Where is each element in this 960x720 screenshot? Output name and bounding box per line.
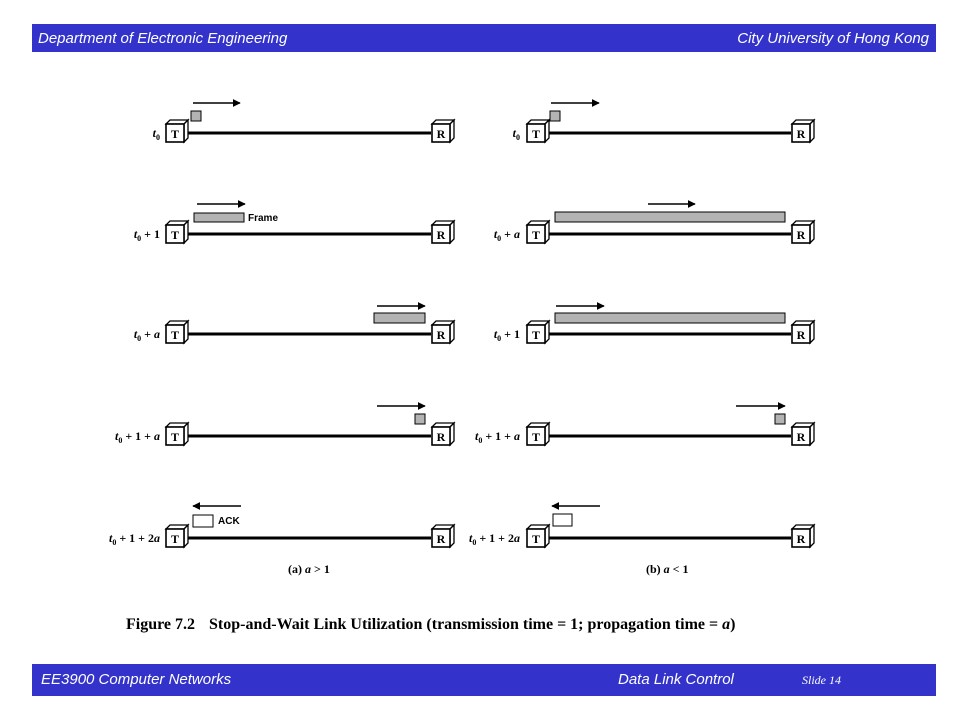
panel-a-row-5-transmitter-node: [166, 525, 188, 547]
panel-a-row-3-time-label: $t_0 + a$: [133, 327, 160, 343]
ack-label: ACK: [218, 516, 240, 527]
frame-label: Frame: [248, 213, 279, 224]
panel-a-row-1-frame-box: [191, 111, 201, 121]
panel-b-row-1-transmitter-node-label: T: [531, 127, 541, 141]
department-name: Department of Electronic Engineering: [38, 30, 288, 47]
university-name: City University of Hong Kong: [737, 30, 929, 47]
panel-a-row-2-receiver-node-label: R: [436, 228, 446, 242]
panel-a-row-5-receiver-node-label: R: [436, 532, 446, 546]
panel-a-row-2-receiver-node: [432, 221, 454, 243]
panel-b-row-5-receiver-node-label: R: [796, 532, 806, 546]
panel-a-row-4-frame-box: [415, 414, 425, 424]
panel-b-row-4-receiver-node-label: R: [796, 430, 806, 444]
panel-b-row-1-time-label: $t_0$: [512, 126, 520, 142]
panel-b-row-5-transmitter-node: [527, 525, 549, 547]
footer-bar: [32, 664, 936, 696]
figure-caption: Figure 7.2 Stop-and-Wait Link Utilization (transmission time = 1; propagation time = a): [126, 616, 736, 633]
panel-b-row-3-time-label: $t_0 + 1$: [493, 327, 520, 343]
panel-b-row-3-frame-box: [555, 313, 785, 323]
panel-b-row-5-time-label: $t_0 + 1 + 2a$: [468, 531, 520, 547]
panel-b-row-3-receiver-node-label: R: [796, 328, 806, 342]
panel-a-row-4-time-label: $t_0 + 1 + a$: [114, 429, 160, 445]
panel-b-row-3-transmitter-node-label: T: [531, 328, 541, 342]
panel-b-row-5-ack-box: [553, 514, 572, 526]
panel-b-row-2-receiver-node: [792, 221, 814, 243]
panel-b-row-4-receiver-node: [792, 423, 814, 445]
panel-a-label: (a) a > 1: [288, 562, 330, 576]
panel-b-row-4-transmitter-node-label: T: [531, 430, 541, 444]
panel-b-label: (b) a < 1: [646, 562, 689, 576]
panel-a-row-4-receiver-node: [432, 423, 454, 445]
panel-b-row-2-transmitter-node-label: T: [531, 228, 541, 242]
panel-a-row-3-receiver-node-label: R: [436, 328, 446, 342]
panel-b-row-2-time-label: $t_0 + a$: [493, 227, 520, 243]
panel-a-row-3-frame-box: [374, 313, 425, 323]
panel-b-row-2-receiver-node-label: R: [796, 228, 806, 242]
panel-a-row-2-transmitter-node-label: T: [170, 228, 180, 242]
panel-a-row-5-ack-box: [193, 515, 213, 527]
panel-b-row-1-frame-box: [550, 111, 560, 121]
panel-a-row-1-receiver-node: [432, 120, 454, 142]
panel-a-row-1-receiver-node-label: R: [436, 127, 446, 141]
panel-a-row-3-transmitter-node: [166, 321, 188, 343]
panel-b-row-5-receiver-node: [792, 525, 814, 547]
panel-b-row-1-receiver-node: [792, 120, 814, 142]
slide-number: Slide 14: [802, 673, 841, 687]
panel-a-row-3-receiver-node: [432, 321, 454, 343]
course-name: EE3900 Computer Networks: [41, 671, 232, 688]
panel-a-row-2-frame-box: [194, 213, 244, 222]
panel-a-row-1-transmitter-node: [166, 120, 188, 142]
panel-a-row-1-time-label: $t_0$: [152, 126, 160, 142]
panel-a-row-5-time-label: $t_0 + 1 + 2a$: [108, 531, 160, 547]
panel-a-row-4-transmitter-node-label: T: [170, 430, 180, 444]
panel-b-row-4-transmitter-node: [527, 423, 549, 445]
panel-a-row-2-transmitter-node: [166, 221, 188, 243]
panel-b-row-3-receiver-node: [792, 321, 814, 343]
panel-b-row-5-transmitter-node-label: T: [531, 532, 541, 546]
slide-topic: Data Link Control: [618, 671, 734, 688]
panel-b-row-1-receiver-node-label: R: [796, 127, 806, 141]
panel-a-row-4-transmitter-node: [166, 423, 188, 445]
panel-a-row-1-transmitter-node-label: T: [170, 127, 180, 141]
panel-a-row-4-receiver-node-label: R: [436, 430, 446, 444]
panel-b-row-2-frame-box: [555, 212, 785, 222]
panel-b-row-4-time-label: $t_0 + 1 + a$: [474, 429, 520, 445]
panel-a-row-5-transmitter-node-label: T: [170, 532, 180, 546]
panel-a-row-3-transmitter-node-label: T: [170, 328, 180, 342]
panel-b-row-2-transmitter-node: [527, 221, 549, 243]
panel-b-row-3-transmitter-node: [527, 321, 549, 343]
panel-b-row-4-frame-box: [775, 414, 785, 424]
panel-a-row-2-time-label: $t_0 + 1$: [133, 227, 160, 243]
panel-a-row-5-receiver-node: [432, 525, 454, 547]
panel-b-row-1-transmitter-node: [527, 120, 549, 142]
